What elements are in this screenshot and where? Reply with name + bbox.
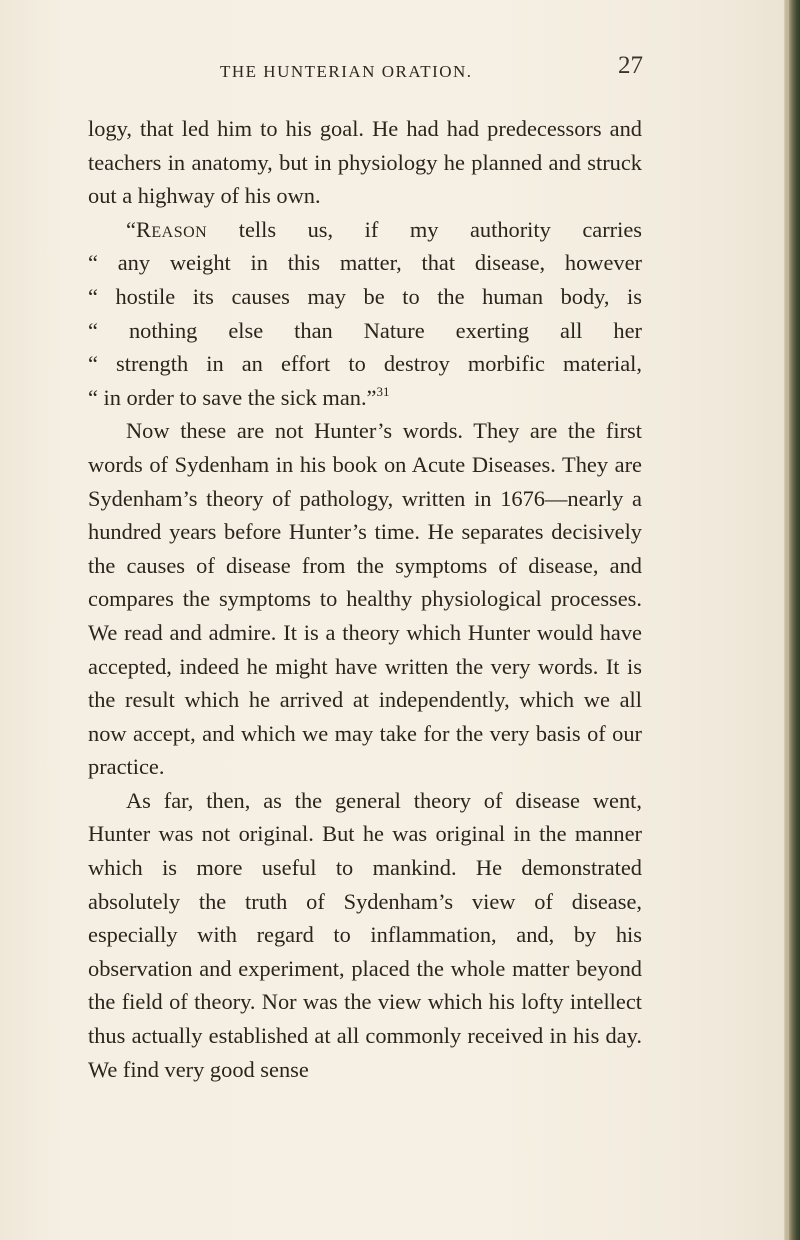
running-head: THE HUNTERIAN ORATION. <box>220 62 473 81</box>
quote-line-3: “ hostile its causes may be to the human body, is <box>88 283 642 309</box>
quote-line-1-rest: tells us, if my authority carries <box>207 216 642 242</box>
quote-open-mark: “ <box>126 216 136 242</box>
body-text <box>88 112 642 1086</box>
quote-smallcaps-word: Reason <box>135 216 208 242</box>
sydenham-quote <box>88 213 642 415</box>
quote-line-6-text: “ in order to save the sick man.” <box>88 384 377 410</box>
footnote-reference: 31 <box>376 383 390 399</box>
quote-line-5: “ strength in an effort to destroy morbific material, <box>88 351 642 377</box>
quote-line-2: “ any weight in this matter, that disease, however <box>88 250 642 276</box>
paragraph-continuation: logy, that led him to his goal. He had had predecessors and teachers in anatomy, but in physiology he planned and struck out a highway of his own. <box>88 116 642 209</box>
page-number: 27 <box>618 52 643 79</box>
paragraph-hunter-original: As far, then, as the general theory of disease went, Hunter was not original. But he was original in the manner which is more useful to mankind. He demonstrated absolutely the truth of Sydenham’s view of disease, especially with regard to inflammation, and, by his observation and experiment, placed the whole matter beyond the field of theory. Nor was the view which his lofty intellect thus actually established at all commonly received in his day. We find very good sense <box>88 787 642 1082</box>
quote-line-1 <box>88 213 642 247</box>
quote-line-6 <box>88 381 642 415</box>
quote-line-4: “ nothing else than Nature exerting all her <box>88 317 642 343</box>
page-edge-binding <box>784 0 800 1240</box>
paragraph-sydenham-theory: Now these are not Hunter’s words. They are the first words of Sydenham in his book on Acute Diseases. They are Sydenham’s theory of pathology, written in 1676—nearly a hundred years before Hunter’s time. He separates decisively the causes of disease from the symptoms of disease, and compares the symptoms to healthy physiological processes. We read and admire. It is a theory which Hunter would have accepted, indeed he might have written the very words. It is the result which he arrived at independently, which we all now accept, and which we may take for the very basis of our practice. <box>88 418 642 780</box>
